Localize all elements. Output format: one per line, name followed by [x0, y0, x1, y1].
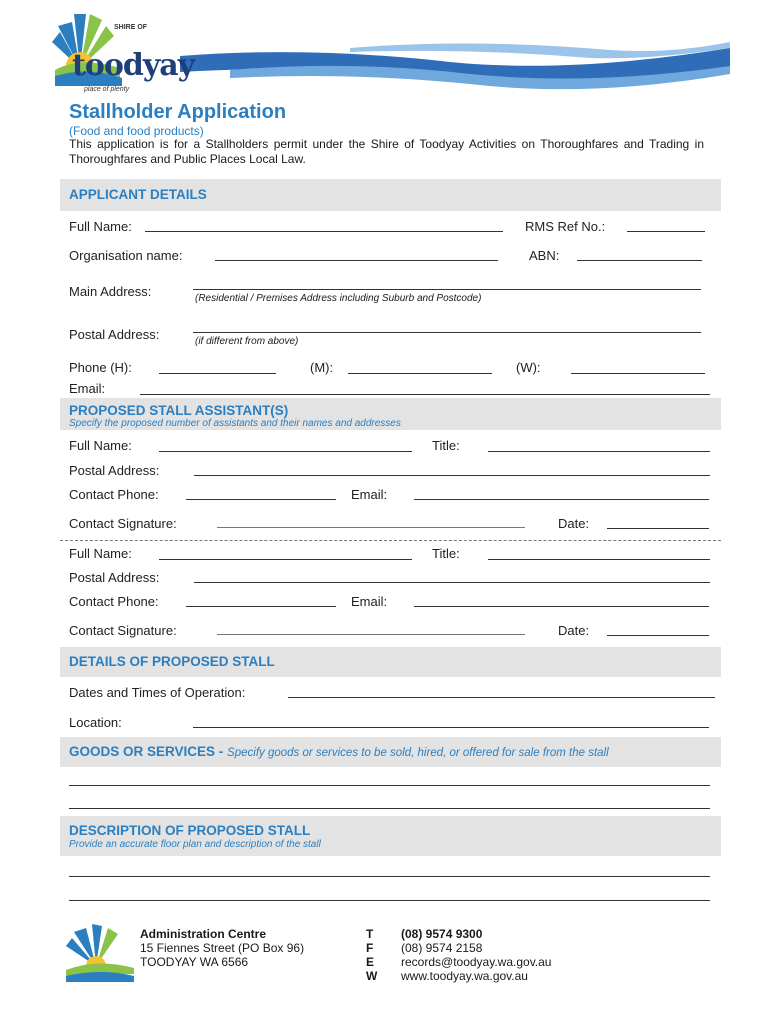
assistant-2-label-full-name: Full Name:	[69, 546, 132, 561]
location-field[interactable]	[193, 727, 709, 728]
label-dates-times: Dates and Times of Operation:	[69, 685, 246, 700]
footer-w-label: W	[366, 969, 378, 983]
phone-w-field[interactable]	[571, 373, 705, 374]
logo-tagline: place of plenty	[84, 86, 130, 93]
goods-line-2[interactable]	[69, 808, 710, 809]
label-rms-ref: RMS Ref No.:	[525, 219, 606, 234]
assistant-1-label-date: Date:	[558, 516, 590, 531]
footer-office: Administration Centre	[140, 927, 267, 941]
assistant-1-phone-field[interactable]	[186, 499, 336, 500]
assistant-1-signature-field[interactable]	[217, 527, 525, 528]
assistant-2-label-postal: Postal Address:	[69, 570, 160, 585]
assistants-heading: PROPOSED STALL ASSISTANT(S)	[69, 403, 289, 418]
footer-fax: (08) 9574 2158	[401, 941, 483, 955]
assistant-2-label-phone: Contact Phone:	[69, 594, 159, 609]
footer-phone: (08) 9574 9300	[401, 927, 483, 941]
assistant-2-postal-field[interactable]	[194, 582, 710, 583]
assistant-2-label-date: Date:	[558, 623, 590, 638]
label-phone-h: Phone (H):	[69, 360, 132, 375]
assistant-1-label-full-name: Full Name:	[69, 438, 132, 453]
assistant-2-full-name-field[interactable]	[159, 559, 412, 560]
assistant-2-label-signature: Contact Signature:	[69, 623, 177, 638]
description-hint: Provide an accurate floor plan and description of the stall	[69, 839, 321, 850]
abn-field[interactable]	[577, 260, 702, 261]
postal-address-hint: (if different from above)	[195, 336, 299, 347]
assistant-2-label-title: Title:	[432, 546, 460, 561]
assistant-divider	[60, 540, 721, 541]
label-organisation: Organisation name:	[69, 248, 183, 263]
assistant-1-date-field[interactable]	[607, 528, 709, 529]
assistant-1-label-title: Title:	[432, 438, 460, 453]
rms-ref-field[interactable]	[627, 231, 705, 232]
page-subtitle: (Food and food products)	[69, 124, 204, 138]
applicant-heading: APPLICANT DETAILS	[69, 187, 207, 202]
assistant-1-postal-field[interactable]	[194, 475, 710, 476]
assistant-1-label-phone: Contact Phone:	[69, 487, 159, 502]
label-abn: ABN:	[529, 248, 560, 263]
goods-heading: GOODS OR SERVICES -	[69, 744, 228, 759]
footer-f-label: F	[366, 941, 374, 955]
label-phone-m: (M):	[310, 360, 334, 375]
assistant-2-email-field[interactable]	[414, 606, 709, 607]
assistant-1-label-email: Email:	[351, 487, 388, 502]
label-postal-address: Postal Address:	[69, 327, 160, 342]
description-line-1[interactable]	[69, 876, 710, 877]
label-full-name: Full Name:	[69, 219, 132, 234]
footer-web-link[interactable]: www.toodyay.wa.gov.au	[401, 969, 528, 983]
footer-street: 15 Fiennes Street (PO Box 96)	[140, 941, 305, 955]
main-address-hint: (Residential / Premises Address including Suburb and Postcode)	[195, 293, 482, 304]
stall-heading: DETAILS OF PROPOSED STALL	[69, 654, 275, 669]
description-line-2[interactable]	[69, 900, 710, 901]
page-title: Stallholder Application	[69, 101, 287, 123]
description-heading: DESCRIPTION OF PROPOSED STALL	[69, 823, 311, 838]
footer-e-label: E	[366, 955, 375, 969]
footer-t-label: T	[366, 927, 374, 941]
assistant-2-signature-field[interactable]	[217, 634, 525, 635]
email-field[interactable]	[140, 394, 710, 395]
postal-address-field[interactable]	[193, 332, 701, 333]
phone-h-field[interactable]	[159, 373, 276, 374]
footer-email-link[interactable]: records@toodyay.wa.gov.au	[401, 955, 552, 969]
label-email: Email:	[69, 381, 106, 396]
assistant-1-email-field[interactable]	[414, 499, 709, 500]
goods-heading-row	[69, 744, 609, 759]
footer-town: TOODYAY WA 6566	[140, 955, 249, 969]
goods-hint: Specify goods or services to be sold, hired, or offered for sale from the stall	[227, 747, 609, 759]
assistant-2-title-field[interactable]	[488, 559, 710, 560]
assistant-1-full-name-field[interactable]	[159, 451, 412, 452]
footer-logo-icon	[62, 924, 134, 986]
label-main-address: Main Address:	[69, 284, 152, 299]
assistant-1-label-signature: Contact Signature:	[69, 516, 177, 531]
organisation-field[interactable]	[215, 260, 498, 261]
header-logo	[50, 8, 730, 104]
dates-times-field[interactable]	[288, 697, 715, 698]
intro-text: This application is for a Stallholders permit under the Shire of Toodyay Activities on Thoroughfares and Trading in Thoroughfares and Public Places Local Law.	[69, 137, 704, 166]
assistants-hint: Specify the proposed number of assistants and their names and addresses	[69, 418, 401, 429]
logo-shire-of: SHIRE OF	[114, 24, 148, 31]
assistant-1-title-field[interactable]	[488, 451, 710, 452]
main-address-field[interactable]	[193, 289, 701, 290]
assistant-2-label-email: Email:	[351, 594, 388, 609]
assistant-1-label-postal: Postal Address:	[69, 463, 160, 478]
full-name-field[interactable]	[145, 231, 503, 232]
assistant-2-date-field[interactable]	[607, 635, 709, 636]
assistant-2-phone-field[interactable]	[186, 606, 336, 607]
logo-name: toodyay	[72, 48, 195, 83]
phone-m-field[interactable]	[348, 373, 492, 374]
label-location: Location:	[69, 715, 122, 730]
label-phone-w: (W):	[516, 360, 541, 375]
goods-line-1[interactable]	[69, 785, 710, 786]
